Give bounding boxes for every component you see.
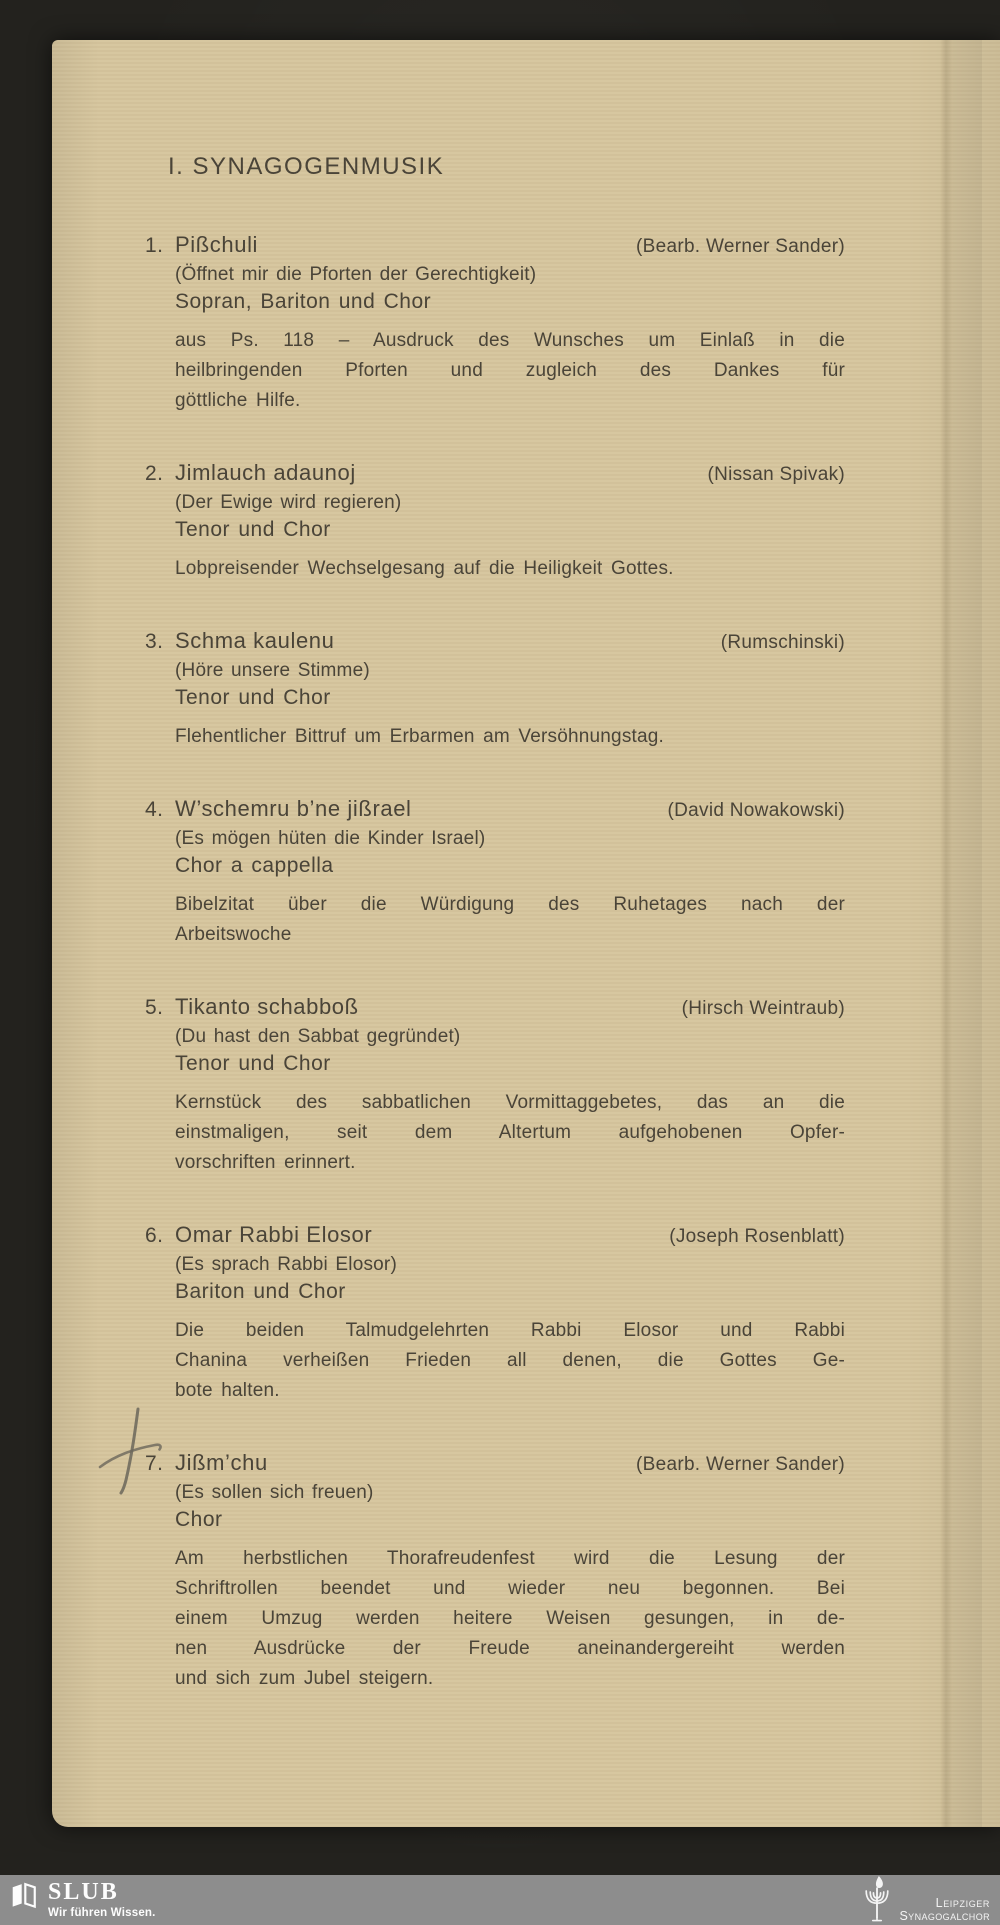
program-content — [145, 152, 845, 1736]
item-head — [145, 626, 845, 658]
item-performers: Tenor und Chor — [175, 1052, 331, 1075]
description-line: Chanina verheißen Frieden all denen, die Gottes Ge- — [175, 1350, 845, 1371]
item-head — [145, 230, 845, 262]
item-composer: (Bearb. Werner Sander) — [635, 236, 845, 257]
item-head — [145, 458, 845, 490]
slub-logo-text — [48, 1880, 156, 1919]
item-description — [175, 1088, 845, 1178]
description-line: göttliche Hilfe. — [175, 390, 301, 411]
item-title: Schma kaulenu — [175, 628, 335, 653]
page-fold-crease — [940, 40, 982, 1827]
item-composer: (David Nowakowski) — [667, 800, 845, 821]
item-title: Jimlauch adaunoj — [175, 460, 356, 485]
pencil-x-mark-icon — [93, 1404, 171, 1500]
item-translation: (Höre unsere Stimme) — [175, 660, 370, 681]
program-item-3 — [145, 626, 845, 752]
description-line: vorschriften erinnert. — [175, 1152, 356, 1173]
item-title: Jißm’chu — [175, 1450, 268, 1475]
item-title: W’schemru b’ne jißrael — [175, 796, 412, 821]
description-line: und sich zum Jubel steigern. — [175, 1668, 434, 1689]
item-head — [145, 1220, 845, 1252]
description-line: Schriftrollen beendet und wieder neu begonnen. Bei — [175, 1578, 845, 1599]
description-line: Am herbstlichen Thorafreudenfest wird die Lesung der — [175, 1548, 845, 1569]
item-composer: (Nissan Spivak) — [707, 464, 845, 485]
item-translation: (Du hast den Sabbat gegründet) — [175, 1026, 461, 1047]
item-composer: (Rumschinski) — [720, 632, 845, 653]
description-line: Bibelzitat über die Würdigung des Ruhetages nach der — [175, 894, 845, 915]
description-line: nen Ausdrücke der Freude aneinandergereiht werden — [175, 1638, 845, 1659]
item-title: Tikanto schabboß — [175, 994, 359, 1019]
description-line: einstmaligen, seit dem Altertum aufgehobenen Opfer- — [175, 1122, 845, 1143]
item-translation: (Der Ewige wird regieren) — [175, 492, 402, 513]
item-performers: Bariton und Chor — [175, 1280, 346, 1303]
item-description — [175, 554, 845, 584]
item-head — [145, 992, 845, 1024]
item-title: Omar Rabbi Elosor — [175, 1222, 373, 1247]
slub-name: SLUB — [48, 1879, 119, 1905]
item-head — [145, 1448, 845, 1480]
item-number: 7. — [145, 1452, 164, 1475]
item-description — [175, 1316, 845, 1406]
program-item-7 — [145, 1448, 845, 1694]
synagogalchor-logo — [862, 1875, 990, 1922]
item-number: 5. — [145, 996, 164, 1019]
item-description — [175, 1544, 845, 1694]
item-performers: Tenor und Chor — [175, 686, 331, 709]
choir-name-line2: Synagogalchor — [899, 1909, 990, 1923]
item-description — [175, 890, 845, 950]
program-item-6 — [145, 1220, 845, 1406]
program-item-4 — [145, 794, 845, 950]
slub-book-icon — [10, 1880, 37, 1909]
item-composer: (Joseph Rosenblatt) — [669, 1226, 845, 1247]
item-composer: (Bearb. Werner Sander) — [635, 1454, 845, 1475]
item-number: 1. — [145, 234, 164, 257]
description-line: einem Umzug werden heitere Weisen gesungen, in de- — [175, 1608, 845, 1629]
item-performers: Chor — [175, 1508, 223, 1531]
description-line: Arbeitswoche — [175, 924, 292, 945]
item-number: 2. — [145, 462, 164, 485]
item-performers: Sopran, Bariton und Chor — [175, 290, 432, 313]
item-performers: Chor a cappella — [175, 854, 334, 877]
description-line: bote halten. — [175, 1380, 280, 1401]
program-item-1 — [145, 230, 845, 416]
section-title: I. SYNAGOGENMUSIK — [168, 153, 445, 180]
item-translation: (Es sollen sich freuen) — [175, 1482, 374, 1503]
description-line: aus Ps. 118 – Ausdruck des Wunsches um Einlaß in die — [175, 330, 845, 351]
description-line: Kernstück des sabbatlichen Vormittaggebetes, das an die — [175, 1092, 845, 1113]
item-title: Pißchuli — [175, 232, 259, 257]
item-description — [175, 326, 845, 416]
item-number: 6. — [145, 1224, 164, 1247]
item-description — [175, 722, 845, 752]
choir-name-line1: Leipziger — [935, 1896, 990, 1910]
description-line: Lobpreisender Wechselgesang auf die Heiligkeit Gottes. — [175, 558, 674, 579]
item-translation: (Öffnet mir die Pforten der Gerechtigkeit) — [175, 264, 537, 285]
synagogalchor-logo-text — [899, 1897, 990, 1922]
slub-tagline: Wir führen Wissen. — [48, 1907, 156, 1919]
description-line: heilbringenden Pforten und zugleich des Dankes für — [175, 360, 845, 381]
program-item-2 — [145, 458, 845, 584]
item-performers: Tenor und Chor — [175, 518, 331, 541]
item-composer: (Hirsch Weintraub) — [681, 998, 845, 1019]
program-item-5 — [145, 992, 845, 1178]
item-number: 4. — [145, 798, 164, 821]
slub-logo — [10, 1880, 156, 1919]
program-page — [52, 40, 1000, 1827]
item-head — [145, 794, 845, 826]
menorah-icon — [862, 1875, 892, 1922]
viewer-footer-bar — [0, 1875, 1000, 1925]
item-translation: (Es sprach Rabbi Elosor) — [175, 1254, 397, 1275]
item-translation: (Es mögen hüten die Kinder Israel) — [175, 828, 486, 849]
item-number: 3. — [145, 630, 164, 653]
description-line: Flehentlicher Bittruf um Erbarmen am Versöhnungstag. — [175, 726, 665, 747]
description-line: Die beiden Talmudgelehrten Rabbi Elosor und Rabbi — [175, 1320, 845, 1341]
